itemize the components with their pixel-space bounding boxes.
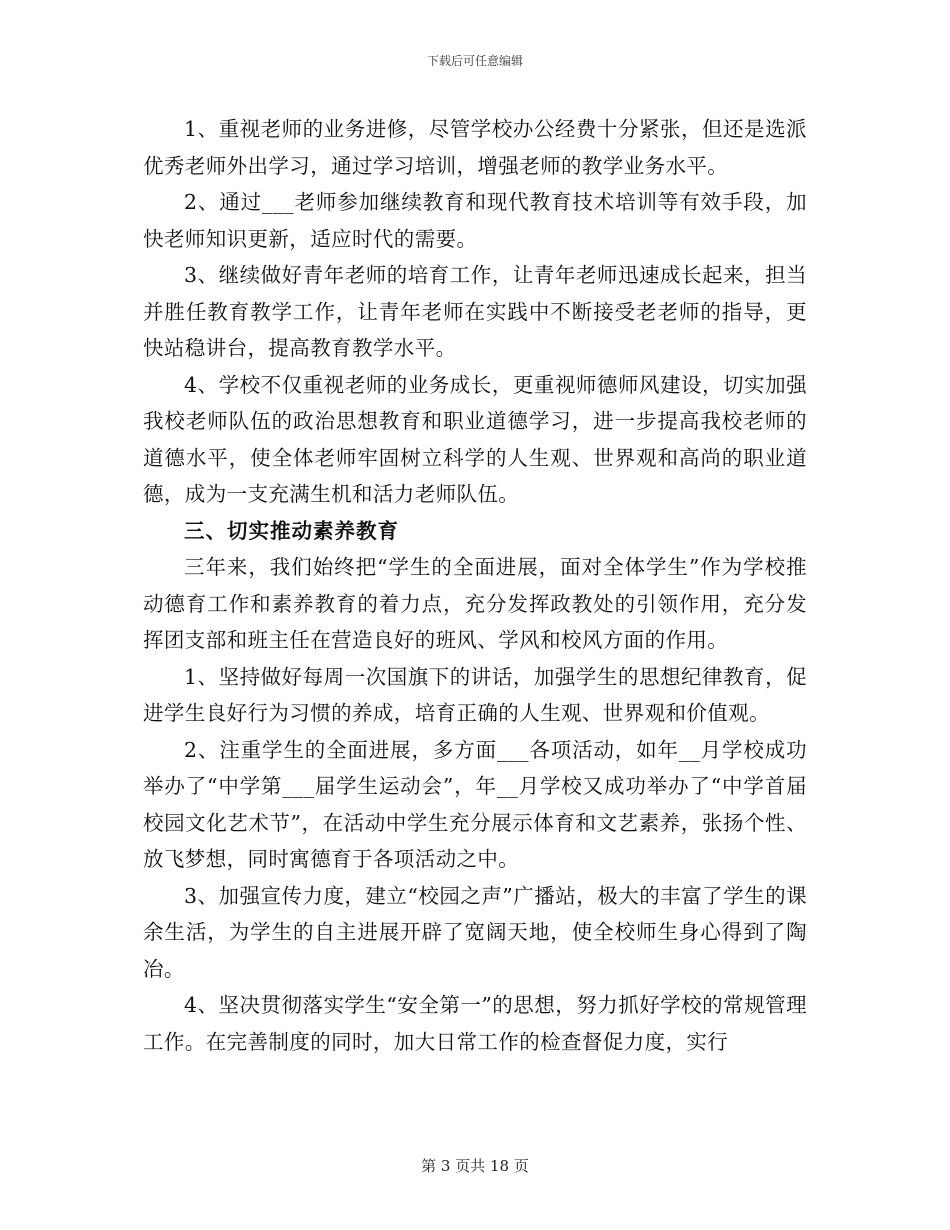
paragraph-young-teachers: 3、继续做好青年老师的培育工作，让青年老师迅速成长起来，担当并胜任教育教学工作，让青年老师在实践中不断接受老老师的指导，更快站稳讲台，提高教育教学水平。 [143, 263, 807, 360]
section-heading: 三、切实推动素养教育 [184, 518, 399, 543]
paragraph-flag-speech: 1、坚持做好每周一次国旗下的讲话，加强学生的思想纪律教育，促进学生良好行为习惯的养成，培育正确的人生观、世界观和价值观。 [143, 664, 807, 725]
paragraph-teacher-ethics: 4、学校不仅重视老师的业务成长，更重视师德师风建设，切实加强我校老师队伍的政治思想教育和职业道德学习，进一步提高我校老师的道德水平，使全体老师牢固树立科学的人生观、世界观和高尚的职业道德，成为一支充满生机和活力老师队伍。 [143, 372, 807, 506]
paragraph-section-intro: 三年来，我们始终把“学生的全面进展，面对全体学生”作为学校推动德育工作和素养教育的着力点，充分发挥政教处的引领作用，充分发挥团支部和班主任在营造良好的班风、学风和校风方面的作用。 [143, 555, 807, 652]
page-header: 下载后可任意编辑 [426, 54, 523, 68]
paragraph-continuing-education: 2、通过___老师参加继续教育和现代教育技术培训等有效手段，加快老师知识更新，适应时代的需要。 [143, 190, 807, 251]
paragraph-broadcast-station: 3、加强宣传力度，建立“校园之声”广播站，极大的丰富了学生的课余生活，为学生的自主进展开辟了宽阔天地，使全校师生身心得到了陶冶。 [143, 883, 807, 981]
document-body [143, 111, 807, 1060]
paragraph-safety: 4、坚决贯彻落实学生“安全第一”的思想，努力抓好学校的常规管理工作。在完善制度的同时，加大日常工作的检查督促力度，实行 [143, 993, 807, 1054]
page-number: 第 3 页共 18 页 [421, 1157, 529, 1175]
paragraph-activities: 2、注重学生的全面进展，多方面___各项活动，如年__月学校成功举办了“中学第___届学生运动会”，年__月学校又成功举办了“中学首届校园文化艺术节”，在活动中学生充分展示体育和文艺素养，张扬个性、放飞梦想，同时寓德育于各项活动之中。 [143, 737, 807, 871]
paragraph-teacher-training: 1、重视老师的业务进修，尽管学校办公经费十分紧张，但还是选派优秀老师外出学习，通过学习培训，增强老师的教学业务水平。 [143, 117, 807, 178]
